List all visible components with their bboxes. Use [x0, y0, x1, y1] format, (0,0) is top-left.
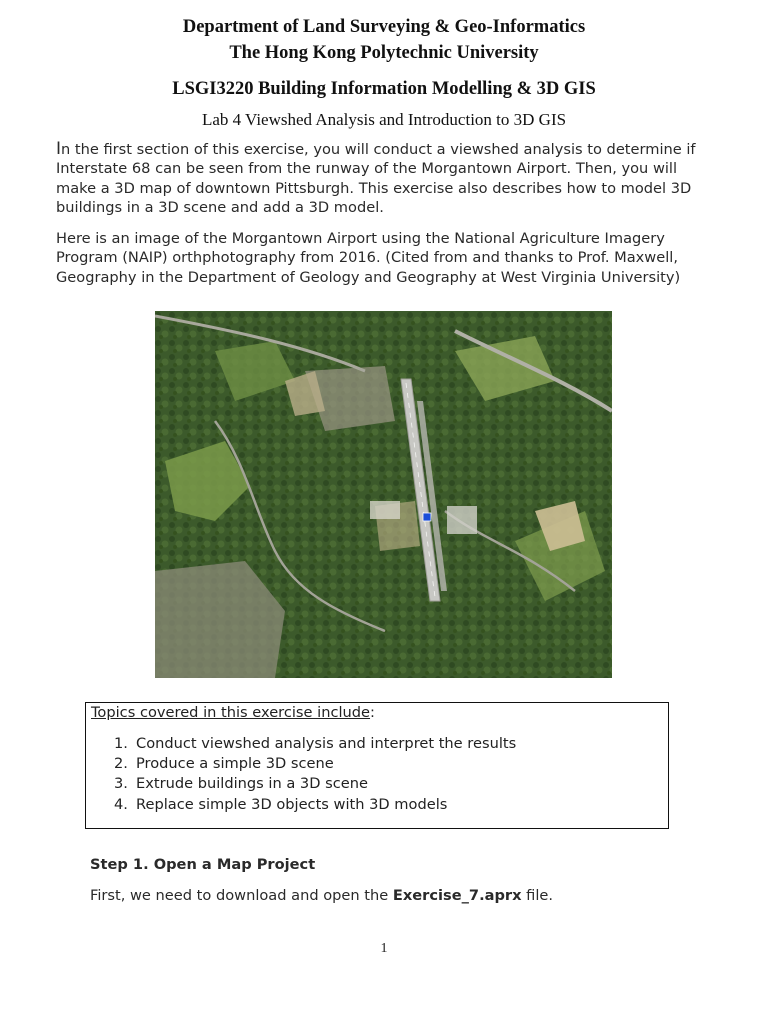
- intro-paragraph: [56, 140, 716, 218]
- list-item-number: 2.: [114, 755, 128, 773]
- list-item-number: 4.: [114, 795, 128, 813]
- dropcap-letter: I: [56, 139, 62, 159]
- page-number: 1: [380, 941, 388, 956]
- file-name: Exercise_7.aprx: [392, 887, 522, 904]
- list-item-text: Conduct viewshed analysis and interpret the results: [136, 735, 517, 752]
- list-item: [114, 795, 516, 815]
- list-item: [114, 754, 516, 774]
- university-title: The Hong Kong Polytechnic University: [229, 43, 539, 63]
- intro-paragraph-text: n the first section of this exercise, you will conduct a viewshed analysis to determine if Interstate 68 can be seen from the runway of the Morgantown Airport. Then, you will make a 3D map of downtown Pittsburgh. This exercise also describes how to model 3D buildings in a 3D scene and add a 3D model.: [56, 141, 696, 217]
- list-item: [114, 734, 516, 754]
- step-text: [90, 887, 553, 904]
- step-text-before: First, we need to download and open the: [90, 887, 393, 904]
- step-text-after: file.: [521, 887, 554, 904]
- step-heading: Step 1. Open a Map Project: [90, 856, 316, 873]
- department-title: Department of Land Surveying & Geo-Informatics: [182, 17, 586, 37]
- list-item-text: Produce a simple 3D scene: [136, 755, 334, 773]
- list-item: [114, 774, 516, 794]
- topics-title: [91, 704, 375, 721]
- topics-title-text: Topics covered in this exercise include: [91, 704, 371, 721]
- list-item-text: Extrude buildings in a 3D scene: [136, 775, 368, 793]
- airport-aerial-photo: [155, 311, 612, 678]
- topics-title-colon: :: [370, 704, 375, 721]
- aerial-photo-drawing: [155, 311, 612, 678]
- topics-list: [114, 734, 516, 815]
- lab-title: Lab 4 Viewshed Analysis and Introduction to 3D GIS: [201, 110, 567, 129]
- list-item-number: 1.: [114, 735, 128, 752]
- topics-box: [85, 702, 669, 829]
- list-item-text: Replace simple 3D objects with 3D models: [136, 795, 448, 813]
- list-item-number: 3.: [114, 775, 128, 793]
- course-title: LSGI3220 Building Information Modelling & 3D GIS: [172, 79, 596, 99]
- image-description-paragraph: Here is an image of the Morgantown Airport using the National Agriculture Imagery Program (NAIP) orthphotography from 2016. (Cited from and thanks to Prof. Maxwell, Geography in the Department of Geology and Geography at West Virginia University): [56, 230, 681, 286]
